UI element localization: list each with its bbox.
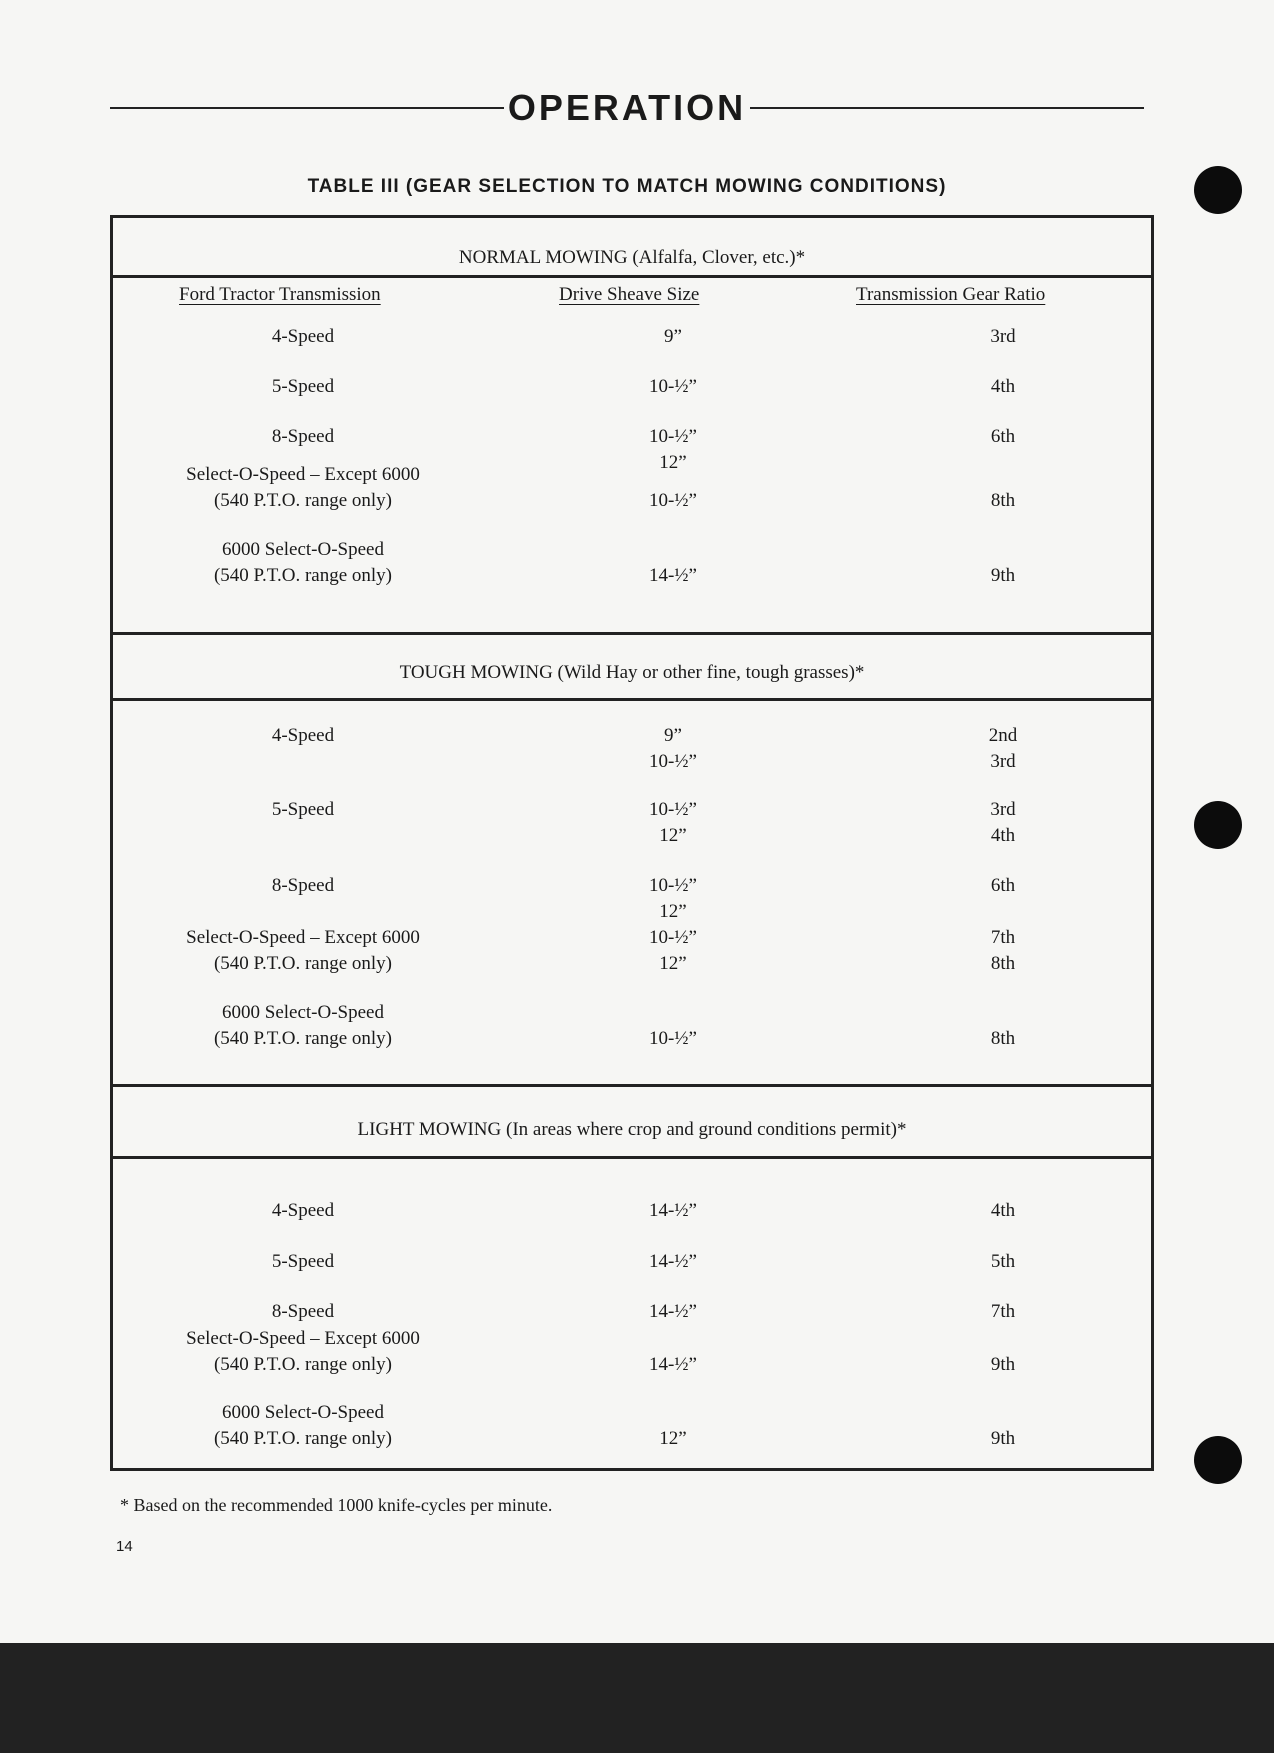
sheave-size: 14-½” xyxy=(648,1200,697,1221)
transmission-name: 4-Speed xyxy=(271,1200,335,1221)
transmission-note: (540 P.T.O. range only) xyxy=(213,565,392,586)
gear-ratio: 7th xyxy=(990,927,1016,948)
gear-ratio: 5th xyxy=(990,1251,1016,1272)
normal-mowing-title: NORMAL MOWING (Alfalfa, Clover, etc.)* xyxy=(458,247,806,268)
transmission-note: (540 P.T.O. range only) xyxy=(213,1428,392,1449)
sheave-size: 12” xyxy=(659,953,687,974)
gear-ratio: 7th xyxy=(990,1301,1016,1322)
transmission-name: Select-O-Speed – Except 6000 xyxy=(186,1328,420,1349)
divider xyxy=(113,1084,1151,1087)
transmission-note: (540 P.T.O. range only) xyxy=(213,1354,392,1375)
section-title: OPERATION xyxy=(507,87,747,128)
gear-ratio: 8th xyxy=(990,953,1016,974)
sheave-size: 10-½” xyxy=(648,799,697,820)
binder-hole-middle xyxy=(1194,801,1242,849)
transmission-name: 6000 Select-O-Speed xyxy=(222,1002,384,1023)
heading-rule-right xyxy=(750,107,1144,109)
divider xyxy=(113,1156,1151,1159)
gear-ratio: 3rd xyxy=(990,326,1016,347)
gear-ratio: 9th xyxy=(990,1428,1016,1449)
page-number: 14 xyxy=(116,1538,133,1555)
sheave-size: 10-½” xyxy=(648,927,697,948)
gear-ratio: 9th xyxy=(990,565,1016,586)
transmission-note: (540 P.T.O. range only) xyxy=(213,1028,392,1049)
transmission-note: (540 P.T.O. range only) xyxy=(213,490,392,511)
gear-ratio: 2nd xyxy=(988,725,1018,746)
sheave-size: 9” xyxy=(664,326,682,347)
sheave-size: 12” xyxy=(659,825,687,846)
binder-hole-bottom xyxy=(1194,1436,1242,1484)
transmission-name: 5-Speed xyxy=(271,799,335,820)
gear-ratio: 6th xyxy=(990,875,1016,896)
column-header-gear: Transmission Gear Ratio xyxy=(856,284,1046,305)
divider xyxy=(113,275,1151,278)
gear-ratio: 3rd xyxy=(990,751,1016,772)
section-heading xyxy=(110,88,1144,128)
gear-ratio: 4th xyxy=(990,825,1016,846)
transmission-name: 5-Speed xyxy=(271,376,335,397)
transmission-name: 6000 Select-O-Speed xyxy=(222,539,384,560)
sheave-size: 10-½” xyxy=(648,1028,697,1049)
sheave-size: 12” xyxy=(659,1428,687,1449)
transmission-name: 5-Speed xyxy=(271,1251,335,1272)
transmission-name: 8-Speed xyxy=(271,1301,335,1322)
gear-ratio: 6th xyxy=(990,426,1016,447)
gear-ratio: 8th xyxy=(990,490,1016,511)
sheave-size: 14-½” xyxy=(648,1251,697,1272)
gear-ratio: 3rd xyxy=(990,799,1016,820)
sheave-size: 10-½” xyxy=(648,875,697,896)
tough-mowing-title: TOUGH MOWING (Wild Hay or other fine, tough grasses)* xyxy=(399,662,865,683)
sheave-size: 12” xyxy=(659,901,687,922)
gear-ratio: 4th xyxy=(990,376,1016,397)
sheave-size: 10-½” xyxy=(648,751,697,772)
sheave-size: 9” xyxy=(664,725,682,746)
transmission-name: Select-O-Speed – Except 6000 xyxy=(186,464,420,485)
column-header-transmission: Ford Tractor Transmission xyxy=(179,284,381,305)
transmission-name: 8-Speed xyxy=(271,875,335,896)
scan-background xyxy=(0,1643,1274,1753)
sheave-size: 10-½” xyxy=(648,376,697,397)
column-header-sheave: Drive Sheave Size xyxy=(559,284,700,305)
transmission-name: Select-O-Speed – Except 6000 xyxy=(186,927,420,948)
sheave-size: 14-½” xyxy=(648,1354,697,1375)
sheave-size: 10-½” xyxy=(648,490,697,511)
footnote: * Based on the recommended 1000 knife-cycles per minute. xyxy=(120,1495,553,1515)
gear-selection-table xyxy=(110,215,1154,1471)
transmission-name: 8-Speed xyxy=(271,426,335,447)
sheave-size: 14-½” xyxy=(648,565,697,586)
transmission-name: 6000 Select-O-Speed xyxy=(222,1402,384,1423)
table-title: TABLE III (GEAR SELECTION TO MATCH MOWING CONDITIONS) xyxy=(307,176,947,197)
divider xyxy=(113,632,1151,635)
light-mowing-title: LIGHT MOWING (In areas where crop and ground conditions permit)* xyxy=(357,1119,907,1140)
gear-ratio: 9th xyxy=(990,1354,1016,1375)
sheave-size: 10-½” xyxy=(648,426,697,447)
transmission-name: 4-Speed xyxy=(271,725,335,746)
gear-ratio: 8th xyxy=(990,1028,1016,1049)
gear-ratio: 4th xyxy=(990,1200,1016,1221)
sheave-size: 12” xyxy=(659,452,687,473)
divider xyxy=(113,698,1151,701)
transmission-note: (540 P.T.O. range only) xyxy=(213,953,392,974)
heading-rule-left xyxy=(110,107,504,109)
binder-hole-top xyxy=(1194,166,1242,214)
transmission-name: 4-Speed xyxy=(271,326,335,347)
sheave-size: 14-½” xyxy=(648,1301,697,1322)
